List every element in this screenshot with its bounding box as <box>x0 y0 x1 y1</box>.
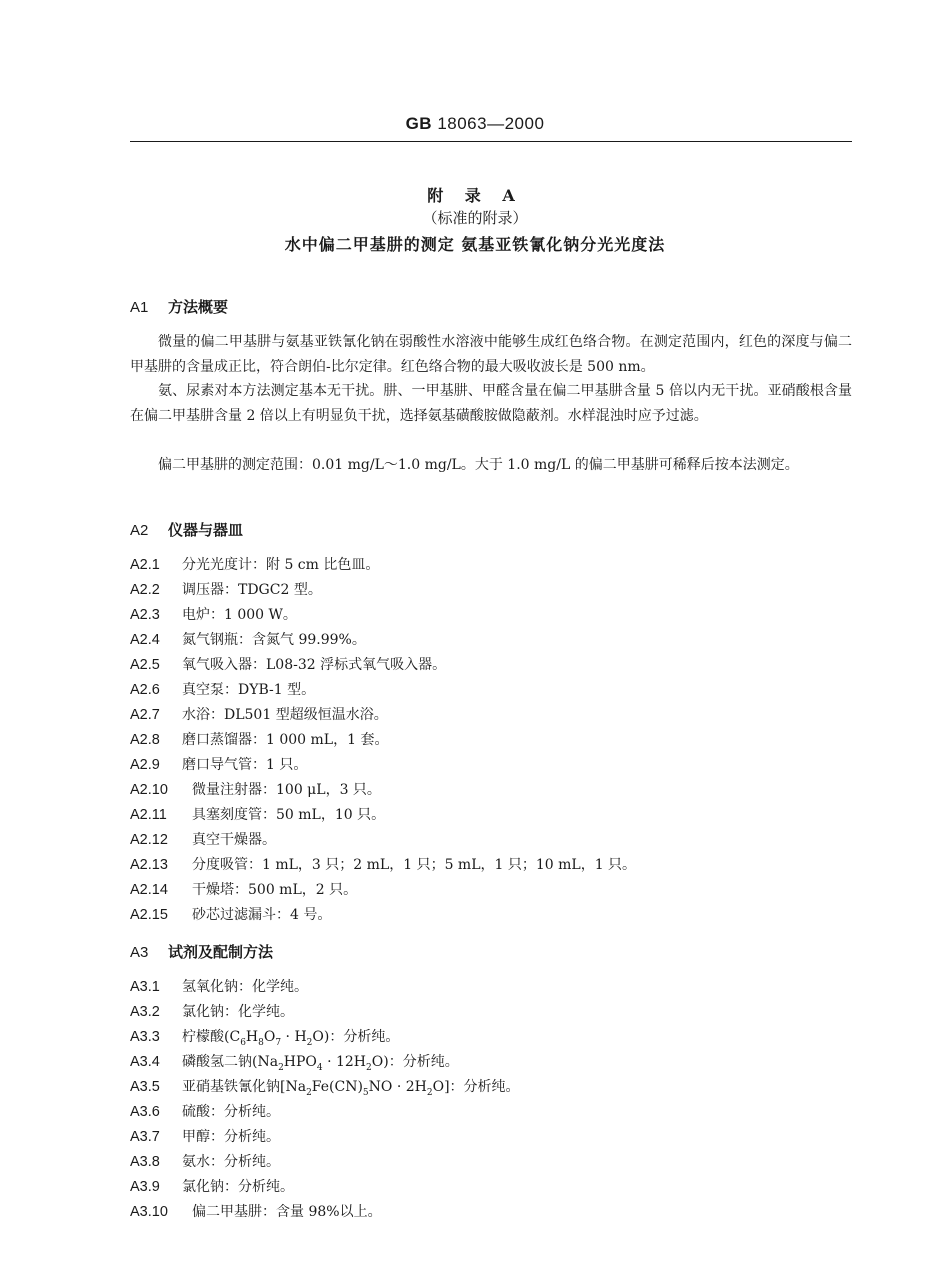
list-item <box>130 755 307 775</box>
item-number: A2.5 <box>130 657 160 673</box>
section-heading-a2 <box>130 519 243 540</box>
item-number: A3.8 <box>130 1154 160 1170</box>
standard-number: 18063—2000 <box>437 114 545 133</box>
item-number: A2.3 <box>130 607 160 623</box>
item-number: A3.4 <box>130 1054 160 1070</box>
item-number: A3.1 <box>130 979 160 995</box>
item-text: 氢氧化钠：化学纯。 <box>182 979 308 995</box>
item-number: A2.13 <box>130 857 168 873</box>
item-text: 分度吸管：1 mL，3 只；2 mL，1 只；5 mL，1 只；10 mL，1 只。 <box>192 857 637 873</box>
list-item <box>130 580 322 600</box>
list-item <box>130 605 297 625</box>
list-item <box>130 655 446 675</box>
section-number: A2 <box>130 522 149 539</box>
list-item <box>130 855 636 875</box>
item-number: A3.7 <box>130 1129 160 1145</box>
item-number: A2.8 <box>130 732 160 748</box>
paragraph-principle: 微量的偏二甲基肼与氨基亚铁氰化钠在弱酸性水溶液中能够生成红色络合物。在测定范围内，红色的深度与偏二甲基肼的含量成正比，符合朗伯-比尔定律。红色络合物的最大吸收波长是 500 nm。 <box>130 334 852 375</box>
item-number: A3.10 <box>130 1204 168 1220</box>
list-item <box>130 1152 280 1172</box>
item-text: 干燥塔：500 mL，2 只。 <box>192 882 358 898</box>
item-number: A3.5 <box>130 1079 160 1095</box>
list-item <box>130 977 308 997</box>
list-item <box>130 780 381 800</box>
list-item <box>130 705 388 725</box>
item-number: A2.4 <box>130 632 160 648</box>
list-item <box>130 1202 382 1222</box>
item-number: A3.6 <box>130 1104 160 1120</box>
standard-code: GB <box>405 114 433 133</box>
item-text: 亚硝基铁氰化钠$[Na_2Fe(CN)_5NO \cdot 2H_2O]$：分析纯。 <box>182 1079 520 1098</box>
item-text: 磷酸氢二钠$(Na_2HPO_4 \cdot 12H_2O)$：分析纯。 <box>182 1054 459 1073</box>
section-title: 试剂及配制方法 <box>168 943 274 961</box>
list-item <box>130 1027 399 1047</box>
standard-header <box>0 114 950 134</box>
section-title: 方法概要 <box>168 298 229 316</box>
item-number: A2.11 <box>130 807 167 823</box>
list-item <box>130 730 388 750</box>
item-text: 氮气钢瓶：含氮气 99.99%。 <box>182 632 366 648</box>
list-item <box>130 1102 280 1122</box>
item-text: 氧气吸入器：L08-32 浮标式氧气吸入器。 <box>182 657 447 673</box>
item-number: A2.6 <box>130 682 160 698</box>
item-number: A2.12 <box>130 832 168 848</box>
document-title: 水中偏二甲基肼的测定 氨基亚铁氰化钠分光光度法 <box>284 235 666 254</box>
list-item <box>130 1052 459 1072</box>
item-text: 甲醇：分析纯。 <box>182 1129 280 1145</box>
list-item <box>130 830 276 850</box>
list-item <box>130 805 385 825</box>
item-number: A3.3 <box>130 1029 160 1045</box>
item-number: A2.14 <box>130 882 168 898</box>
item-number: A2.10 <box>130 782 168 798</box>
item-text: 偏二甲基肼：含量 98%以上。 <box>192 1204 382 1220</box>
item-text: 真空泵：DYB-1 型。 <box>182 682 316 698</box>
item-text: 砂芯过滤漏斗：4 号。 <box>192 907 332 923</box>
item-text: 磨口导气管：1 只。 <box>182 757 308 773</box>
item-text: 电炉：1 000 W。 <box>182 607 297 623</box>
item-text: 氯化钠：化学纯。 <box>182 1004 294 1020</box>
list-item <box>130 555 379 575</box>
item-text: 调压器：TDGC2 型。 <box>182 582 322 598</box>
list-item <box>130 1002 294 1022</box>
list-item <box>130 680 315 700</box>
item-number: A3.2 <box>130 1004 160 1020</box>
section-number: A1 <box>130 299 149 316</box>
section-title: 仪器与器皿 <box>168 521 244 539</box>
list-item <box>130 1127 280 1147</box>
item-number: A2.2 <box>130 582 160 598</box>
item-text: 磨口蒸馏器：1 000 mL，1 套。 <box>182 732 389 748</box>
list-item <box>130 1177 294 1197</box>
item-text: 柠檬酸$(C_6H_8O_7 \cdot H_2O)$：分析纯。 <box>182 1029 400 1048</box>
item-number: A3.9 <box>130 1179 160 1195</box>
appendix-nature: （标准的附录） <box>422 209 528 227</box>
item-text: 具塞刻度管：50 mL，10 只。 <box>192 807 386 823</box>
section-number: A3 <box>130 944 149 961</box>
list-item <box>130 630 366 650</box>
item-text: 氨水：分析纯。 <box>182 1154 280 1170</box>
item-number: A2.1 <box>130 557 160 573</box>
paragraph-interference: 氨、尿素对本方法测定基本无干扰。肼、一甲基肼、甲醛含量在偏二甲基肼含量 5 倍以内无干扰。亚硝酸根含量在偏二甲基肼含量 2 倍以上有明显负干扰，选择氨基磺酸胺做隐蔽剂。水样混浊时应予过滤。 <box>130 383 852 424</box>
list-item <box>130 880 357 900</box>
section-heading-a3 <box>130 941 273 962</box>
item-number: A2.7 <box>130 707 160 723</box>
item-number: A2.9 <box>130 757 160 773</box>
header-rule <box>130 141 852 142</box>
appendix-title: 附 录 A <box>427 186 523 205</box>
section-heading-a1 <box>130 296 228 317</box>
item-text: 硫酸：分析纯。 <box>182 1104 280 1120</box>
item-text: 微量注射器：100 μL，3 只。 <box>192 782 381 798</box>
item-text: 真空干燥器。 <box>192 832 276 848</box>
item-number: A2.15 <box>130 907 168 923</box>
item-text: 氯化钠：分析纯。 <box>182 1179 294 1195</box>
list-item <box>130 905 331 925</box>
item-text: 分光光度计：附 5 cm 比色皿。 <box>182 557 380 573</box>
list-item <box>130 1077 520 1097</box>
paragraph-range: 偏二甲基肼的测定范围：0.01 mg/L～1.0 mg/L。大于 1.0 mg/L 的偏二甲基肼可稀释后按本法测定。 <box>158 457 799 473</box>
item-text: 水浴：DL501 型超级恒温水浴。 <box>182 707 388 723</box>
